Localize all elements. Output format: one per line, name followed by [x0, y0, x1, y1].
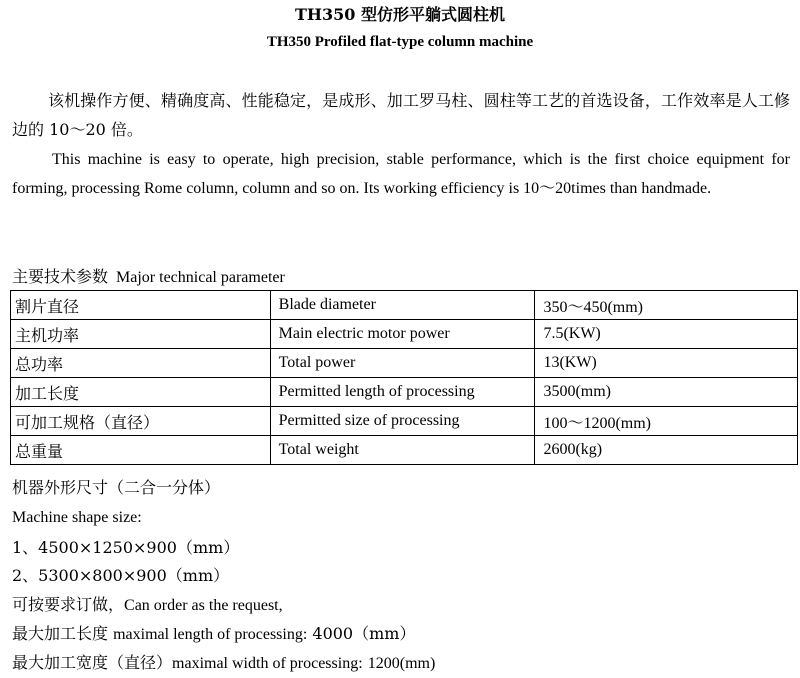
title-english: TH350 Profiled flat-type column machine — [266, 34, 534, 50]
param-value: 3500(mm) — [535, 378, 798, 407]
shape-size-2: 2、5300×800×900（mm） — [12, 566, 230, 585]
param-name-english: Permitted size of processing — [270, 407, 535, 436]
spec-section-title — [12, 265, 285, 290]
param-name-chinese: 主机功率 — [11, 320, 271, 349]
order-note-english: Can order as the request, — [124, 597, 283, 614]
table-row — [11, 436, 798, 465]
order-note — [12, 592, 283, 619]
title-chinese: TH350 型仿形平躺式圆柱机 — [295, 5, 505, 24]
table-row — [11, 378, 798, 407]
param-value: 350～450(mm) — [535, 291, 798, 320]
shape-title-chinese: 机器外形尺寸（二合一分体） — [12, 478, 221, 497]
max-width-english: maximal width of processing: — [172, 655, 363, 672]
spec-table — [10, 290, 798, 465]
param-name-chinese: 总功率 — [11, 349, 271, 378]
intro-paragraph-english: This machine is easy to operate, high precision, stable performance, which is the first choice equipment for forming, processing Rome column, column and so on. Its working efficiency is 10～20times than handmade. — [12, 151, 790, 197]
param-value: 13(KW) — [535, 349, 798, 378]
param-value: 2600(kg) — [535, 436, 798, 465]
max-width-value: 1200(mm) — [367, 655, 436, 672]
table-row — [11, 349, 798, 378]
spec-title-chinese: 主要技术参数 — [12, 267, 109, 286]
max-width-line — [12, 650, 435, 677]
max-length-line — [12, 621, 415, 648]
max-length-chinese: 最大加工长度 — [12, 624, 109, 643]
param-value: 100～1200(mm) — [535, 407, 798, 436]
param-value: 7.5(KW) — [535, 320, 798, 349]
param-name-english: Total power — [270, 349, 535, 378]
max-length-english: maximal length of processing: — [113, 626, 308, 643]
spec-title-english: Major technical parameter — [116, 269, 285, 286]
param-name-chinese: 割片直径 — [11, 291, 271, 320]
param-name-english: Blade diameter — [270, 291, 535, 320]
param-name-english: Permitted length of processing — [270, 378, 535, 407]
shape-title-english: Machine shape size: — [12, 509, 142, 526]
param-name-chinese: 总重量 — [11, 436, 271, 465]
param-name-english: Main electric motor power — [270, 320, 535, 349]
table-row — [11, 320, 798, 349]
order-note-chinese: 可按要求订做， — [12, 595, 125, 614]
table-row — [11, 291, 798, 320]
max-width-chinese: 最大加工宽度（直径） — [12, 653, 173, 672]
param-name-english: Total weight — [270, 436, 535, 465]
max-length-value: 4000（mm） — [312, 624, 416, 643]
shape-size-1: 1、4500×1250×900（mm） — [12, 538, 240, 557]
param-name-chinese: 加工长度 — [11, 378, 271, 407]
intro-paragraph-chinese: 该机操作方便、精确度高、性能稳定，是成形、加工罗马柱、圆柱等工艺的首选设备，工作效率是人工修边的 10～20 倍。 — [12, 91, 790, 139]
table-row — [11, 407, 798, 436]
param-name-chinese: 可加工规格（直径） — [11, 407, 271, 436]
